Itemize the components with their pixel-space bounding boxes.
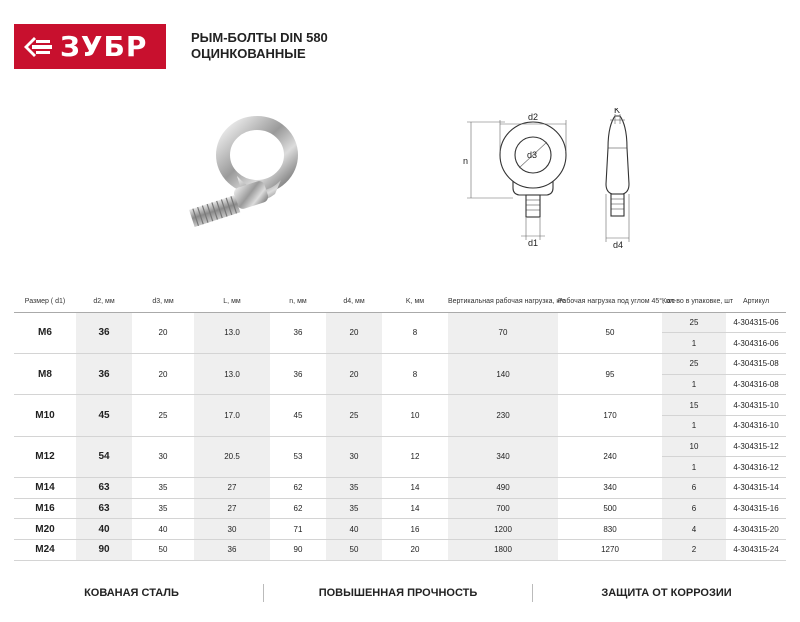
page-title [191, 30, 328, 62]
table-row [14, 436, 786, 457]
cell-d4: 30 [326, 436, 382, 477]
specs-table [14, 292, 786, 561]
cell-k: 16 [382, 519, 448, 540]
cell-pack-qty: 25 [662, 312, 726, 333]
product-image [185, 110, 300, 240]
dimension-diagram [455, 108, 665, 253]
cell-n: 45 [270, 395, 326, 436]
cell-size: M16 [14, 498, 76, 519]
cell-k: 10 [382, 395, 448, 436]
cell-n: 90 [270, 540, 326, 561]
table-row [14, 519, 786, 540]
cell-article: 4-304315-20 [726, 519, 786, 540]
feature-high-strength: ПОВЫШЕННАЯ ПРОЧНОСТЬ [318, 587, 478, 599]
cell-d4: 50 [326, 540, 382, 561]
cell-d2: 45 [76, 395, 132, 436]
cell-size: M10 [14, 395, 76, 436]
cell-article: 4-304316-08 [726, 374, 786, 395]
cell-l: 27 [194, 478, 270, 499]
cell-angle: 240 [558, 436, 662, 477]
table-row [14, 353, 786, 374]
cell-pack-qty: 15 [662, 395, 726, 416]
dim-d2-label: d2 [528, 112, 539, 122]
cell-d4: 35 [326, 498, 382, 519]
cell-article: 4-304316-12 [726, 457, 786, 478]
brand-logo [14, 24, 166, 69]
header-size: Размер ( d1) [14, 292, 76, 312]
cell-d2: 36 [76, 312, 132, 353]
cell-vert: 70 [448, 312, 558, 353]
cell-article: 4-304316-10 [726, 415, 786, 436]
cell-article: 4-304315-12 [726, 436, 786, 457]
cell-size: M24 [14, 540, 76, 561]
cell-l: 17.0 [194, 395, 270, 436]
table-header-row [14, 292, 786, 312]
cell-l: 13.0 [194, 353, 270, 394]
header-n: n, мм [270, 292, 326, 312]
cell-size: M8 [14, 353, 76, 394]
cell-d2: 63 [76, 478, 132, 499]
cell-vert: 700 [448, 498, 558, 519]
cell-d2: 40 [76, 519, 132, 540]
cell-vert: 340 [448, 436, 558, 477]
dim-d4-label: d4 [613, 240, 624, 250]
brand-mark-icon [22, 33, 54, 61]
cell-n: 53 [270, 436, 326, 477]
cell-d2: 36 [76, 353, 132, 394]
cell-angle: 95 [558, 353, 662, 394]
header-pack-qty: Кол-во в упаковке, шт [662, 292, 726, 312]
cell-d4: 25 [326, 395, 382, 436]
header-d4: d4, мм [326, 292, 382, 312]
cell-d3: 40 [132, 519, 194, 540]
header-d2: d2, мм [76, 292, 132, 312]
cell-size: M12 [14, 436, 76, 477]
cell-k: 14 [382, 498, 448, 519]
cell-d4: 20 [326, 353, 382, 394]
cell-l: 20.5 [194, 436, 270, 477]
cell-n: 62 [270, 478, 326, 499]
header-l: L, мм [194, 292, 270, 312]
table-row [14, 498, 786, 519]
cell-vert: 490 [448, 478, 558, 499]
cell-n: 36 [270, 312, 326, 353]
dim-d3-label: d3 [527, 150, 538, 160]
cell-pack-qty: 4 [662, 519, 726, 540]
cell-angle: 500 [558, 498, 662, 519]
feature-corrosion-protection: ЗАЩИТА ОТ КОРРОЗИИ [601, 587, 732, 599]
cell-d3: 20 [132, 353, 194, 394]
cell-pack-qty: 1 [662, 457, 726, 478]
cell-l: 27 [194, 498, 270, 519]
cell-k: 20 [382, 540, 448, 561]
cell-article: 4-304315-24 [726, 540, 786, 561]
cell-pack-qty: 1 [662, 333, 726, 354]
cell-n: 36 [270, 353, 326, 394]
cell-n: 62 [270, 498, 326, 519]
cell-vert: 140 [448, 353, 558, 394]
cell-pack-qty: 10 [662, 436, 726, 457]
cell-article: 4-304315-06 [726, 312, 786, 333]
cell-article: 4-304315-14 [726, 478, 786, 499]
cell-pack-qty: 1 [662, 415, 726, 436]
cell-d3: 20 [132, 312, 194, 353]
header-d3: d3, мм [132, 292, 194, 312]
feature-forged-steel: КОВАНАЯ СТАЛЬ [84, 587, 179, 599]
cell-article: 4-304315-08 [726, 353, 786, 374]
title-line-2: ОЦИНКОВАННЫЕ [191, 46, 306, 61]
cell-article: 4-304316-06 [726, 333, 786, 354]
cell-angle: 170 [558, 395, 662, 436]
cell-k: 12 [382, 436, 448, 477]
cell-k: 8 [382, 312, 448, 353]
cell-pack-qty: 2 [662, 540, 726, 561]
cell-size: M6 [14, 312, 76, 353]
cell-pack-qty: 1 [662, 374, 726, 395]
header-angle-load: Рабочая нагрузка под углом 45°, кгс [558, 292, 662, 312]
cell-d4: 40 [326, 519, 382, 540]
cell-l: 30 [194, 519, 270, 540]
cell-l: 36 [194, 540, 270, 561]
header-vertical-load: Вертикальная рабочая нагрузка, кгс [448, 292, 558, 312]
cell-size: M14 [14, 478, 76, 499]
cell-size: M20 [14, 519, 76, 540]
cell-article: 4-304315-16 [726, 498, 786, 519]
cell-d2: 63 [76, 498, 132, 519]
cell-pack-qty: 6 [662, 478, 726, 499]
dim-k-label: K [614, 108, 621, 115]
cell-pack-qty: 6 [662, 498, 726, 519]
cell-k: 14 [382, 478, 448, 499]
cell-d3: 35 [132, 478, 194, 499]
cell-d3: 50 [132, 540, 194, 561]
cell-angle: 1270 [558, 540, 662, 561]
header-article: Артикул [726, 292, 786, 312]
cell-d2: 54 [76, 436, 132, 477]
cell-d3: 25 [132, 395, 194, 436]
cell-d2: 90 [76, 540, 132, 561]
table-row [14, 540, 786, 561]
cell-d4: 35 [326, 478, 382, 499]
cell-vert: 230 [448, 395, 558, 436]
cell-l: 13.0 [194, 312, 270, 353]
cell-vert: 1200 [448, 519, 558, 540]
cell-vert: 1800 [448, 540, 558, 561]
features-footer [0, 578, 800, 608]
header-k: K, мм [382, 292, 448, 312]
cell-pack-qty: 25 [662, 353, 726, 374]
brand-name: ЗУБР [60, 30, 148, 63]
table-row [14, 395, 786, 416]
cell-angle: 50 [558, 312, 662, 353]
cell-k: 8 [382, 353, 448, 394]
dim-d1-label: d1 [528, 238, 539, 248]
table-row [14, 312, 786, 333]
cell-d4: 20 [326, 312, 382, 353]
cell-angle: 830 [558, 519, 662, 540]
table-row [14, 478, 786, 499]
cell-article: 4-304315-10 [726, 395, 786, 416]
cell-d3: 35 [132, 498, 194, 519]
dim-n-label: n [463, 156, 469, 166]
cell-n: 71 [270, 519, 326, 540]
cell-d3: 30 [132, 436, 194, 477]
title-line-1: РЫМ-БОЛТЫ DIN 580 [191, 30, 328, 45]
cell-angle: 340 [558, 478, 662, 499]
